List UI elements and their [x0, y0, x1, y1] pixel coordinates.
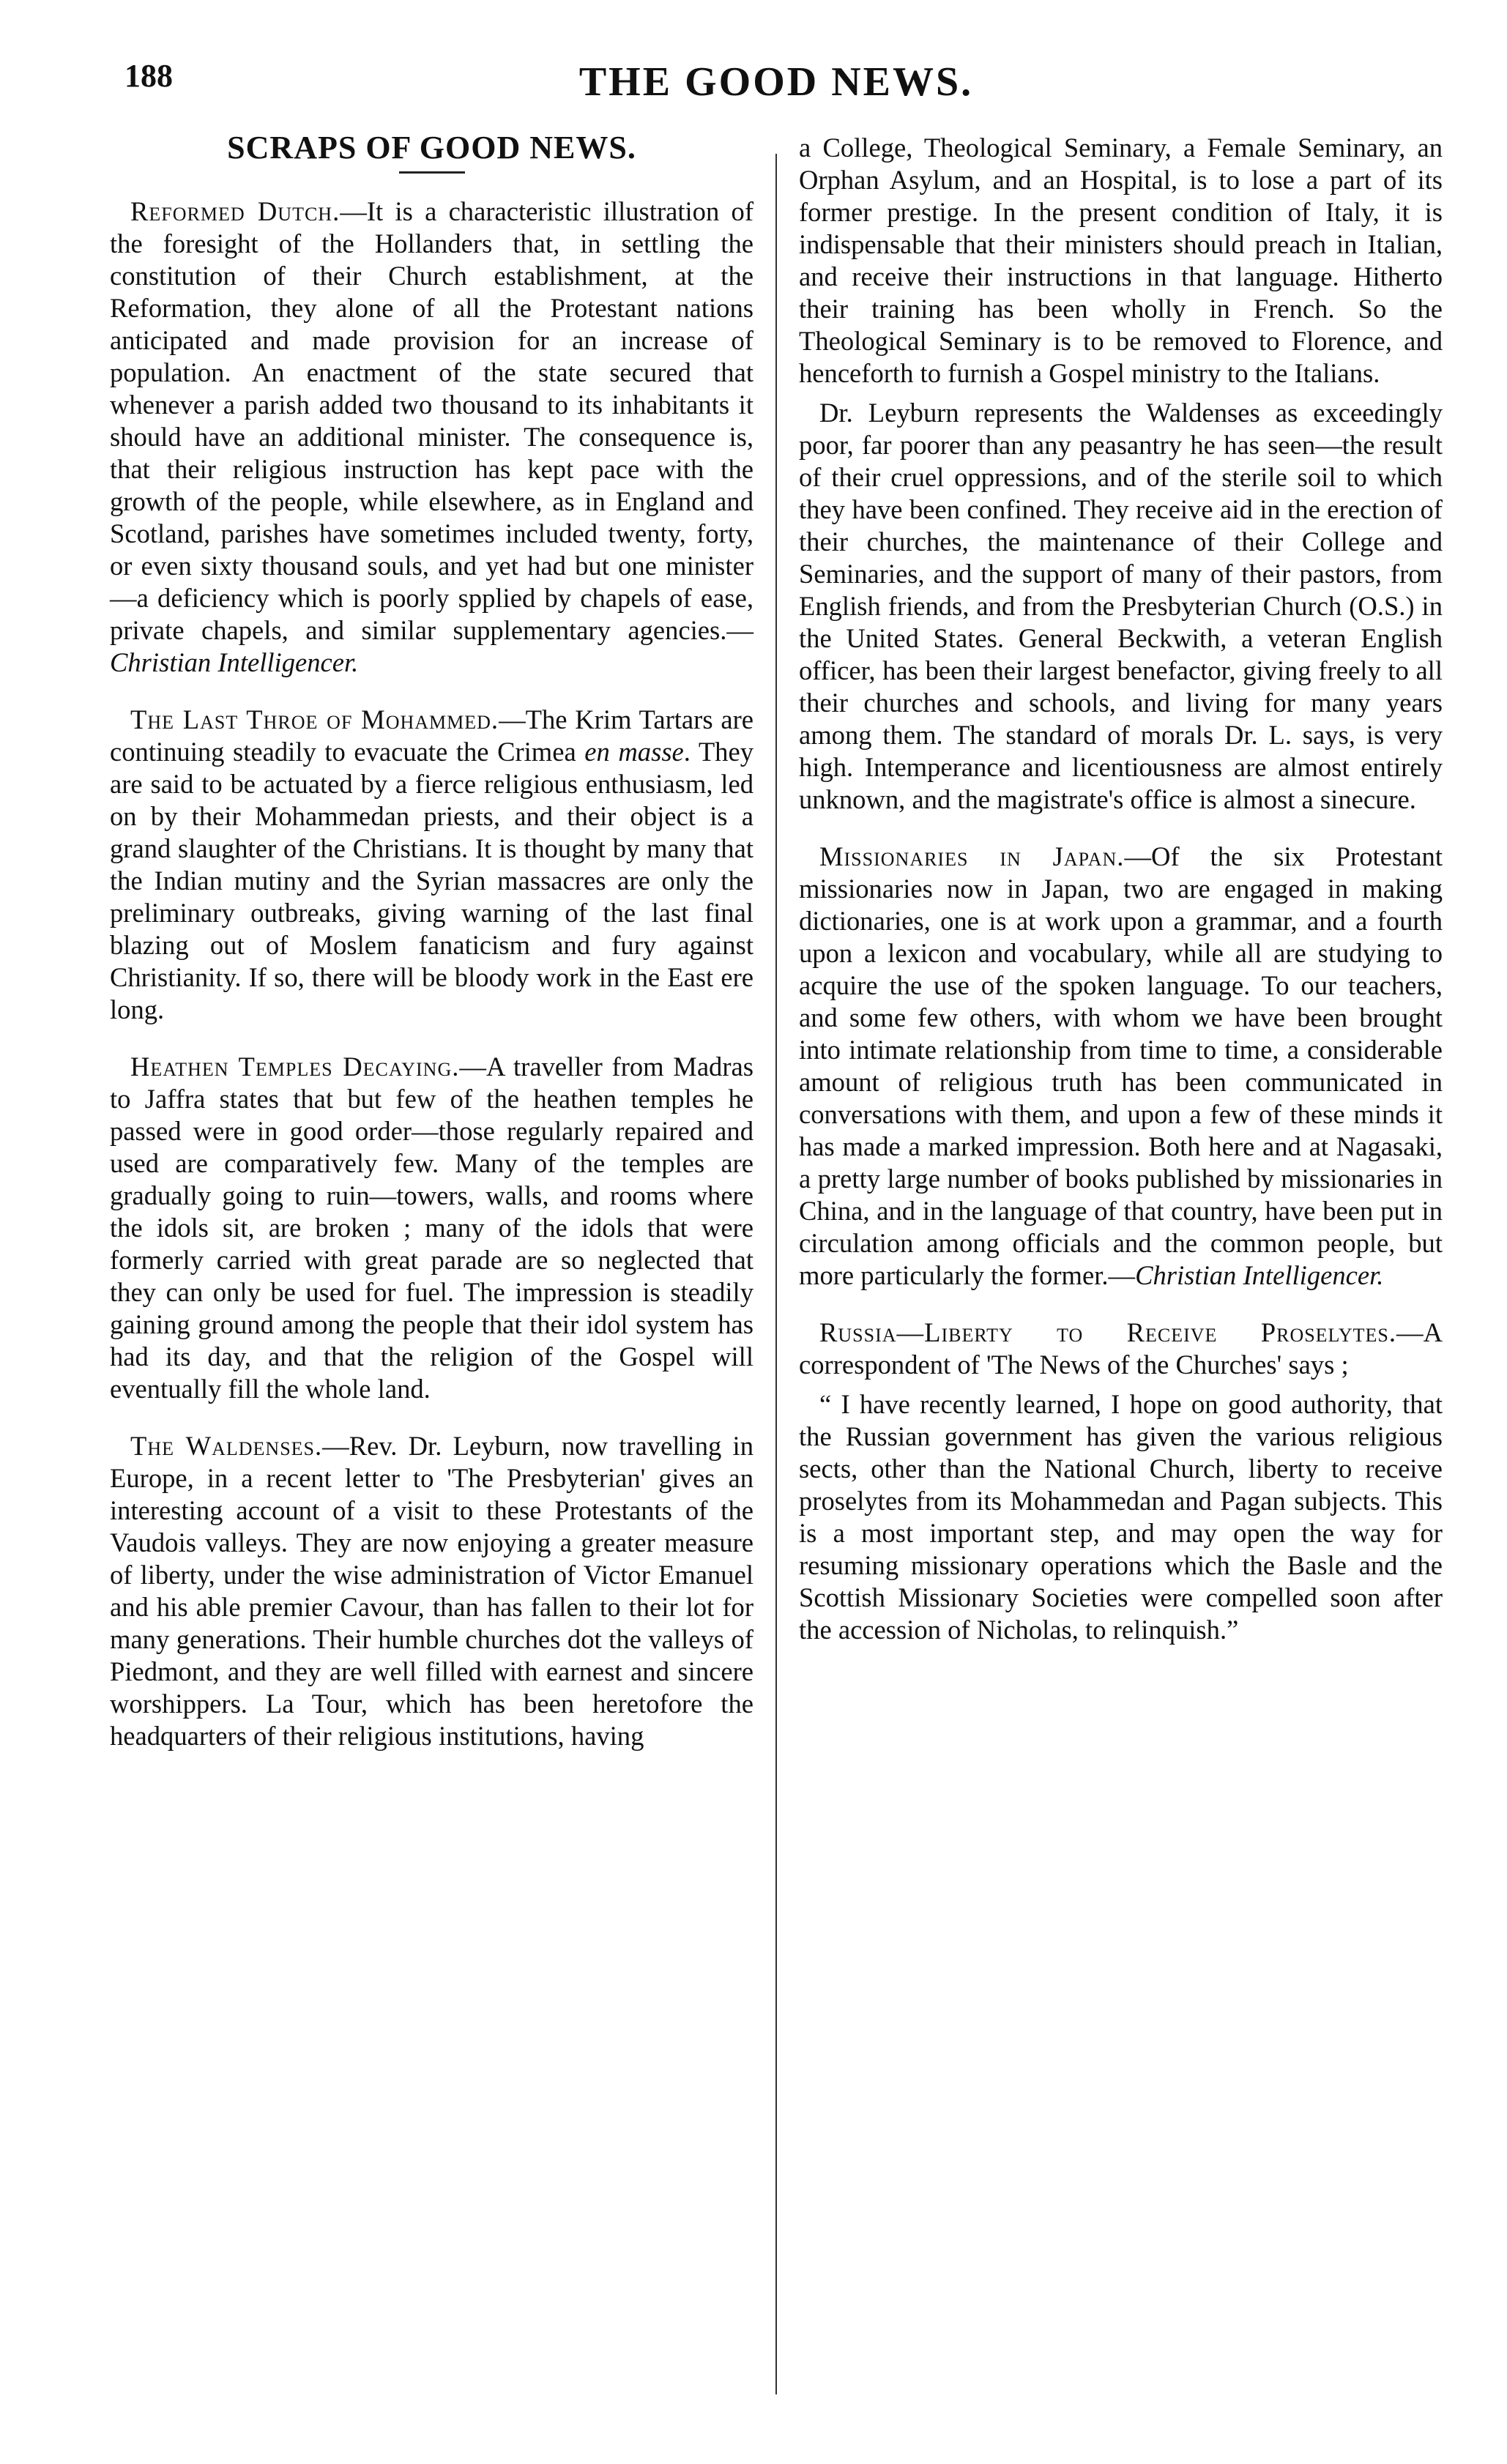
- section-title: SCRAPS OF GOOD NEWS.: [227, 130, 636, 165]
- article-last-throe: [110, 704, 754, 1026]
- article-body: . They are said to be actuated by a fierce religious enthusiasm, led on by their Mohammedan priests, and their object is a grand slaughter of the Christians. It is thought by many that the Indian mutiny and the Syrian massacres are only the preliminary outbreaks, giving warning of the last final blazing out of Moslem fanaticism and fury against Christianity. If so, there will be bloody work in the East ere long.: [110, 737, 754, 1024]
- article-body: —The Krim Tartars are continuing steadily to evacuate the Crimea: [110, 704, 754, 767]
- article-quote: “ I have recently learned, I hope on good authority, that the Russian government has given the various religious sects, other than the National Church, liberty to receive proselytes from its Mohammedan and Pagan subjects. This is a most important step, and may open the way for resuming missionary operations which the Basle and the Scottish Missionary Societies were compelled soon after the accession of Nicholas, to relinquish.”: [799, 1389, 1443, 1645]
- article-body: —Rev. Dr. Leyburn, now travelling in Europe, in a recent letter to 'The Presbyterian' gives an interesting account of a visit to these Protestants of the Vaudois valleys. They are now enjoying a greater measure of liberty, under the wise administration of Victor Emanuel and his able premier Cavour, than has fallen to their lot for many generations. Their humble churches dot the valleys of Piedmont, and they are well filled with earnest and sincere worshippers. La Tour, which has been heretofore the headquarters of their religious institutions, having: [110, 1431, 754, 1751]
- article-japan: [799, 841, 1443, 1292]
- article-heading: Missionaries in Japan.: [819, 841, 1125, 871]
- article-body: —A correspondent of 'The News of the Churches' says ;: [799, 1317, 1443, 1380]
- article-heathen-temples: [110, 1051, 754, 1405]
- two-column-body: [110, 132, 1443, 2416]
- article-heading: The Last Throe of Mohammed.: [130, 704, 499, 734]
- article-source: Christian Intelligencer.: [1135, 1260, 1384, 1290]
- title-rule: [399, 171, 465, 174]
- article-body: a College, Theological Seminary, a Female Seminary, an Orphan Asylum, and an Hospital, is to lose a part of its former prestige. In the present condition of Italy, it is indispensable that their ministers should preach in Italian, and receive their instructions in that language. Hitherto their training has been wholly in French. So the Theological Seminary is to be removed to Florence, and henceforth to furnish a Gospel ministry to the Italians.: [799, 133, 1443, 388]
- article-body: Dr. Leyburn represents the Waldenses as exceedingly poor, far poorer than any peasantry he has seen—the result of their cruel oppressions, and of the sterile soil to which they have been confined. They receive aid in the erection of their churches, the maintenance of their College and Seminaries, and the support of many of their pastors, from English friends, and from the Presbyterian Church (O.S.) in the United States. General Beckwith, a veteran English officer, has been their largest benefactor, giving freely to all their churches and schools, and living for many years among them. The standard of morals Dr. L. says, is very high. Intemperance and licentiousness are almost entirely unknown, and the magistrate's office is almost a sinecure.: [799, 398, 1443, 814]
- right-column: [777, 132, 1443, 2416]
- article-source: Christian Intelligencer.: [110, 647, 359, 677]
- article-heading: Heathen Temples Decaying.: [130, 1052, 460, 1082]
- newspaper-page: [110, 51, 1443, 2424]
- article-russia: [799, 1317, 1443, 1646]
- article-heading: Reformed Dutch.: [130, 196, 341, 226]
- article-emphasis: en masse: [584, 737, 684, 767]
- running-head: [110, 51, 1443, 117]
- article-reformed-dutch: [110, 196, 754, 679]
- article-body: —A traveller from Madras to Jaffra states that but few of the heathen temples he passed were in good order—those regularly repaired and used are comparatively few. Many of the temples are gradually going to ruin—towers, walls, and rooms where the idols sit, are broken ; many of the idols that were formerly carried with great parade are so neglected that they can only be used for fuel. The impression is steadily gaining ground among the people that their idol system has had its day, and that the religion of the Gospel will eventually fill the whole land.: [110, 1052, 754, 1404]
- article-waldenses-continued: [799, 132, 1443, 816]
- article-body: —It is a characteristic illustration of the foresight of the Hollanders that, in settling the constitution of their Church establishment, at the Reformation, they alone of all the Protestant nations anticipated and made provision for an increase of population. An enactment of the state secured that whenever a parish added two thousand to its inhabitants it should have an additional minister. The consequence is, that their religious instruction has kept pace with the growth of the people, while elsewhere, as in England and Scotland, parishes have sometimes included twenty, forty, or even sixty thousand souls, and yet had but one minister—a deficiency which is poorly spplied by chapels of ease, private chapels, and similar supplementary agencies.—: [110, 196, 754, 645]
- article-waldenses: [110, 1430, 754, 1752]
- article-heading: Russia—Liberty to Receive Proselytes.: [819, 1317, 1396, 1347]
- page-number: 188: [124, 58, 173, 94]
- journal-title: THE GOOD NEWS.: [578, 59, 974, 105]
- article-body: —Of the six Protestant missionaries now in Japan, two are engaged in making dictionaries, one is at work upon a grammar, and a fourth upon a lexicon and vocabulary, while all are studying to acquire the use of the spoken language. To our teachers, and some few others, with whom we have been brought into intimate relationship from time to time, a considerable amount of religious truth has been communicated in conversations with them, and upon a few of these minds it has made a marked impression. Both here and at Nagasaki, a pretty large number of books published by missionaries in China, and in the language of that country, have been put in circulation among officials and the common people, but more particularly the former.—: [799, 841, 1443, 1290]
- article-heading: The Waldenses.: [130, 1431, 323, 1461]
- left-column: [110, 132, 775, 2416]
